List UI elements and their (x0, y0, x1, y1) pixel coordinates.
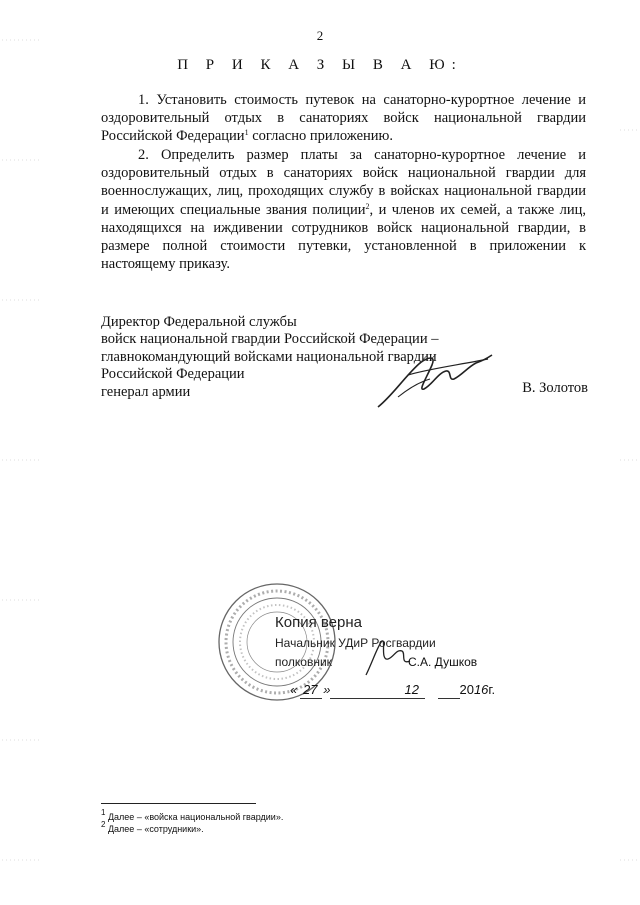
order-heading: П Р И К А З Ы В А Ю: (177, 57, 463, 73)
signature-line: Российской Федерации (101, 366, 245, 383)
signature-line: Директор Федеральной службы (101, 314, 297, 330)
date-year-prefix: 20 (459, 682, 474, 697)
copy-rank: полковник (275, 655, 332, 669)
paragraph-2-text-end: , и членов их семей, а также лиц, находящихся на иждивении сотрудников войск национальной гвардии, в размере полной стоимости путевки, установленной в приложении к настоящему приказу. (101, 201, 586, 273)
date-close-quote: » (323, 682, 331, 697)
signer-name: В. Золотов (522, 380, 588, 396)
page-number: 2 (316, 28, 324, 43)
date-day: 27 (303, 682, 318, 697)
signature-line: генерал армии (101, 383, 191, 400)
footnote-ref-1: 1 (244, 128, 249, 138)
paragraph-1-text: 1. Установить стоимость путевок на санаторно-курортное лечение и оздоровительный отдых в санаториях войск национальной гвардии Российской Федерации (101, 92, 586, 145)
copy-signer-name: С.А. Душков (408, 655, 478, 669)
paragraph-1-text-end: согласно приложению. (248, 128, 393, 145)
footnote-1-text: Далее – «войска национальной гвардии». (105, 812, 284, 822)
date-year-unit: г. (488, 682, 496, 697)
footnote-2-text: Далее – «сотрудники». (105, 824, 204, 834)
date-open-quote: « (290, 682, 298, 697)
footnote-ref-2: 2 (365, 201, 370, 211)
footnote-1-number: 1 (101, 808, 106, 817)
date-month: 12 (404, 682, 419, 697)
paragraph-2-text: 2. Определить размер платы за санаторно-курортное лечение и оздоровительный отдых в санаториях войск национальной гвардии для военнослужащих, лиц, проходящих службу в войсках национальной гвардии и имеющих специальные звания полиции (101, 147, 586, 218)
date-year-suffix: 16 (473, 682, 489, 697)
footnote-2-number: 2 (101, 820, 106, 829)
signature-line: войск национальной гвардии Российской Федерации – (101, 331, 439, 348)
copy-title: Копия верна (275, 614, 362, 631)
signature-line: главнокомандующий войсками национальной гвардии (101, 348, 437, 365)
copy-position: Начальник УДиР Росгвардии (275, 636, 436, 650)
